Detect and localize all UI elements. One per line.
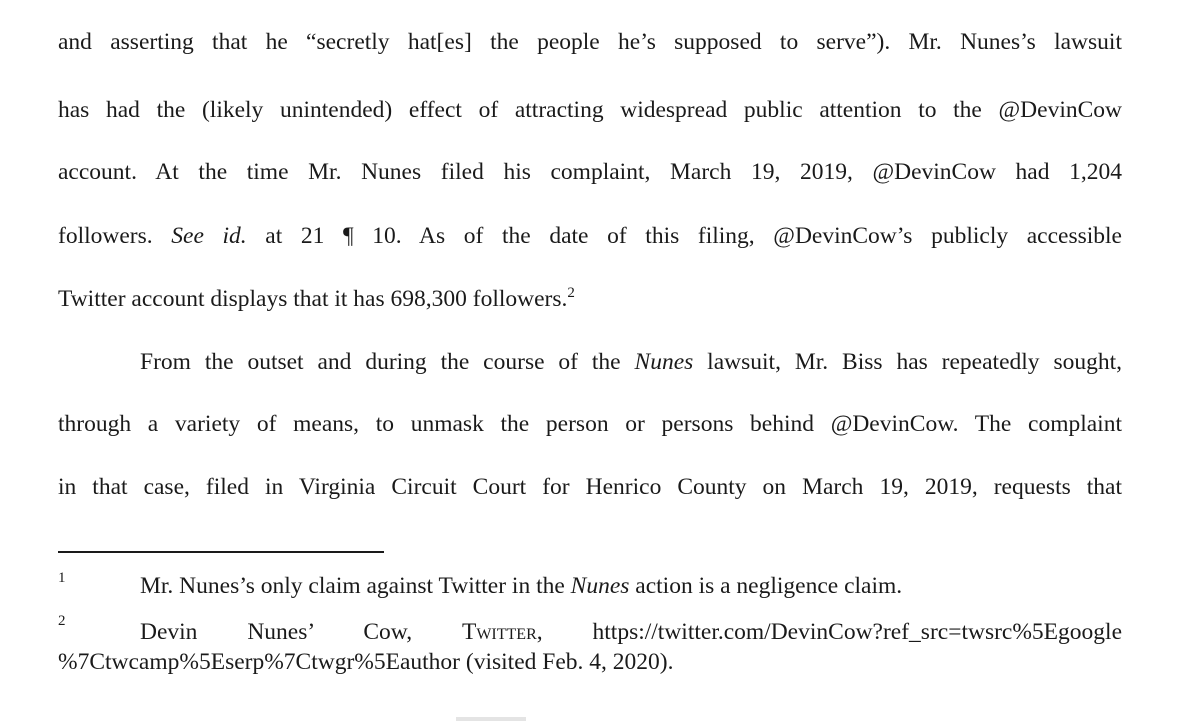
body-text-line [58,221,1122,251]
body-text-line: and asserting that he “secretly hat[es] the people he’s supposed to serve”). Mr. Nunes’s lawsuit [58,29,1122,55]
body-text-line: through a variety of means, to unmask the person or persons behind @DevinCow. The complaint [58,411,1122,437]
citation-signal: See id. [171,223,247,249]
footnote-number: 2 [58,613,66,629]
footnote-url[interactable]: , https://twitter.com/DevinCow?ref_src=twsrc%5Egoogle [536,619,1122,645]
scan-artifact [456,717,526,721]
paragraph-first-line [140,347,1122,377]
footnote-text-continuation[interactable]: %7Ctwcamp%5Eserp%7Ctwgr%5Eauthor (visited Feb. 4, 2020). [58,649,674,675]
footnote-text [140,571,902,601]
body-text-line [58,284,1122,314]
case-name: Nunes [634,349,694,375]
footnote-reference[interactable]: 2 [567,285,575,301]
text-fragment: at 21 ¶ 10. As of the date of this filing, @DevinCow’s publicly accessible [246,223,1122,249]
footnote-separator [58,551,384,553]
footnote-text [140,617,1122,647]
body-text-line: in that case, filed in Virginia Circuit Court for Henrico County on March 19, 2019, requests that [58,474,1122,500]
body-text-line: account. At the time Mr. Nunes filed his complaint, March 19, 2019, @DevinCow had 1,204 [58,159,1122,185]
text-fragment: followers. [58,223,172,249]
text-fragment: action is a negligence claim. [629,573,903,599]
footnote-number: 1 [58,570,66,586]
text-fragment: From the outset and during the course of the [140,349,635,375]
text-fragment: Mr. Nunes’s only claim against Twitter in the [140,573,571,599]
case-name: Nunes [570,573,630,599]
body-text-line: has had the (likely unintended) effect of attracting widespread public attention to the @DevinCow [58,97,1122,123]
text-fragment: lawsuit, Mr. Biss has repeatedly sought, [693,349,1122,375]
text-fragment: Devin Nunes’ Cow, [140,619,462,645]
publication-name: Twitter [461,619,537,645]
text-fragment: Twitter account displays that it has 698,300 followers. [58,286,568,312]
